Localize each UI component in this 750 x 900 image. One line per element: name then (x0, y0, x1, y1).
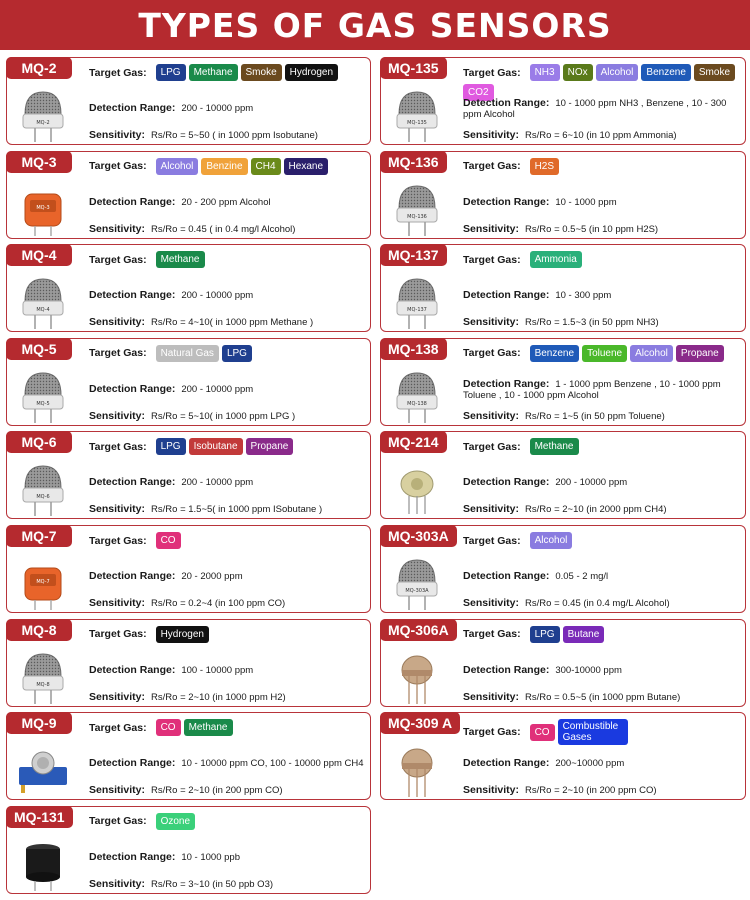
sensitivity-value: Rs/Ro = 3~10 (in 50 ppb O3) (151, 878, 274, 890)
detection-range-value: 10 - 1000 ppm (555, 196, 617, 208)
sensitivity-value: Rs/Ro = 4~10( in 1000 ppm Methane ) (151, 317, 314, 329)
gas-badge: Benzene (530, 345, 579, 362)
sensitivity-value: Rs/Ro = 1~5 (in 50 ppm Toluene) (525, 410, 665, 422)
sensitivity-row (463, 316, 659, 328)
gas-badge: Natural Gas (156, 345, 219, 362)
target-gas-row (463, 158, 741, 175)
sensor-name: MQ-4 (6, 244, 72, 266)
detection-range-label: Detection Range: (463, 97, 550, 109)
sensor-image (15, 271, 71, 333)
sensitivity-row (463, 223, 658, 235)
sensitivity-label: Sensitivity: (463, 316, 520, 329)
sensitivity-value: Rs/Ro = 2~10 (in 200 ppm CO) (525, 785, 657, 797)
gas-badge: LPG (530, 626, 560, 643)
gas-badge: NOx (563, 64, 593, 81)
target-gas-label: Target Gas: (89, 66, 147, 79)
sensitivity-row (463, 597, 670, 609)
detection-range-label: Detection Range: (89, 663, 176, 676)
svg-text:MQ-137: MQ-137 (407, 307, 427, 314)
sensor-card (380, 525, 746, 613)
gas-badge: Toluene (582, 345, 627, 362)
target-gas-label: Target Gas: (463, 347, 521, 360)
detection-range-label: Detection Range: (89, 102, 176, 114)
svg-text:MQ-303A: MQ-303A (405, 588, 429, 594)
sensor-image (15, 458, 71, 520)
gas-badge: Butane (563, 626, 605, 643)
svg-text:MQ-136: MQ-136 (407, 213, 427, 220)
detection-range-label: Detection Range: (463, 570, 550, 582)
detection-range-label: Detection Range: (89, 476, 176, 489)
sensor-name: MQ-137 (380, 244, 447, 266)
detection-range-row (89, 664, 366, 676)
sensor-image (15, 552, 71, 614)
sensor-card (6, 712, 371, 800)
sensor-name: MQ-2 (6, 57, 72, 79)
target-gas-label: Target Gas: (463, 160, 521, 173)
gas-badge: Alcohol (156, 158, 199, 175)
gas-badge: Propane (676, 345, 724, 362)
detection-range-label: Detection Range: (463, 757, 550, 770)
sensor-name: MQ-6 (6, 431, 72, 453)
sensitivity-label: Sensitivity: (463, 503, 520, 516)
target-gas-row (463, 345, 741, 362)
target-gas-row (89, 719, 366, 736)
sensor-image (389, 646, 445, 708)
detection-range-row (89, 383, 366, 395)
sensor-name: MQ-3 (6, 151, 72, 173)
gas-badge: Benzene (641, 64, 690, 81)
sensor-card (380, 151, 746, 239)
detection-range-row (463, 196, 741, 208)
sensitivity-label: Sensitivity: (89, 222, 146, 235)
sensor-image (389, 365, 445, 427)
sensor-image (389, 84, 445, 146)
detection-range-value: 20 - 2000 ppm (181, 571, 243, 582)
sensitivity-value: Rs/Ro = 1.5~3 (in 50 ppm NH3) (525, 317, 659, 329)
detection-range-row (463, 664, 741, 676)
sensor-card (380, 244, 746, 332)
sensor-card (380, 57, 746, 145)
gas-badge: Methane (156, 251, 205, 268)
detection-range-value: 1 - 1000 ppm Benzene , 10 - 1000 ppm Toluene , 10 - 1000 ppm Alcohol (463, 378, 721, 401)
sensitivity-label: Sensitivity: (89, 316, 146, 329)
sensitivity-row (89, 129, 318, 141)
gas-badge: Alcohol (530, 532, 573, 549)
sensor-image (15, 646, 71, 708)
sensor-image (389, 271, 445, 333)
detection-range-value: 200 - 10000 ppm (181, 477, 254, 489)
sensor-name: MQ-309 A (380, 712, 460, 734)
sensitivity-value: Rs/Ro = 2~10 (in 200 ppm CO) (151, 785, 283, 797)
svg-text:MQ-4: MQ-4 (36, 307, 50, 314)
sensor-card (380, 431, 746, 519)
sensor-image (389, 739, 445, 801)
sensor-image (389, 178, 445, 240)
sensor-card (380, 619, 746, 707)
detection-range-value: 10 - 300 ppm (555, 290, 612, 302)
sensor-image (15, 739, 71, 801)
sensor-name: MQ-303A (380, 525, 457, 547)
detection-range-row (463, 98, 741, 120)
detection-range-label: Detection Range: (463, 476, 550, 489)
sensor-image (15, 84, 71, 146)
sensor-name: MQ-5 (6, 338, 72, 360)
sensor-card (6, 151, 371, 239)
target-gas-label: Target Gas: (463, 66, 521, 79)
sensor-card (6, 338, 371, 426)
svg-text:MQ-6: MQ-6 (36, 494, 50, 501)
sensitivity-value: Rs/Ro = 0.45 (in 0.4 mg/L Alcohol) (525, 598, 670, 609)
sensor-name: MQ-135 (380, 57, 447, 79)
sensor-card (6, 525, 371, 613)
sensitivity-value: Rs/Ro = 0.45 ( in 0.4 mg/l Alcohol) (151, 223, 296, 235)
sensitivity-row (89, 410, 295, 422)
detection-range-row (89, 196, 366, 208)
gas-badge: NH3 (530, 64, 560, 81)
detection-range-row (89, 289, 366, 301)
sensitivity-row (463, 410, 665, 422)
gas-badge: CO (530, 724, 555, 741)
gas-badge: LPG (222, 345, 252, 362)
target-gas-label: Target Gas: (463, 440, 521, 453)
detection-range-value: 200 - 10000 ppm (181, 290, 254, 302)
sensitivity-label: Sensitivity: (463, 597, 520, 609)
gas-badge: Propane (246, 438, 294, 455)
detection-range-row (463, 289, 741, 301)
target-gas-row (463, 251, 741, 268)
detection-range-value: 10 - 1000 ppb (181, 851, 240, 863)
gas-badge: Methane (530, 438, 579, 455)
target-gas-label: Target Gas: (89, 721, 147, 734)
sensor-card (6, 431, 371, 519)
target-gas-label: Target Gas: (463, 628, 521, 641)
sensitivity-row (463, 503, 667, 515)
sensitivity-value: Rs/Ro = 2~10 (in 2000 ppm CH4) (525, 504, 667, 516)
target-gas-label: Target Gas: (89, 440, 147, 453)
target-gas-row (89, 532, 366, 549)
sensitivity-value: Rs/Ro = 2~10 (in 1000 ppm H2) (151, 691, 286, 703)
svg-text:MQ-135: MQ-135 (407, 120, 427, 126)
sensitivity-value: Rs/Ro = 0.5~5 (in 10 ppm H2S) (525, 223, 659, 235)
target-gas-label: Target Gas: (89, 347, 147, 360)
target-gas-row (89, 251, 366, 268)
target-gas-row (463, 532, 741, 549)
detection-range-row (463, 379, 741, 401)
detection-range-row (89, 757, 366, 769)
gas-badge: CO2 (463, 84, 494, 101)
target-gas-row (463, 626, 741, 643)
gas-badge: Hexane (284, 158, 328, 175)
detection-range-row (89, 851, 366, 863)
sensitivity-label: Sensitivity: (89, 503, 146, 516)
sensitivity-row (463, 784, 657, 796)
target-gas-label: Target Gas: (463, 534, 521, 547)
sensitivity-label: Sensitivity: (463, 409, 520, 422)
sensitivity-label: Sensitivity: (89, 129, 146, 141)
sensor-name: MQ-8 (6, 619, 72, 641)
gas-badge: Hydrogen (156, 626, 209, 643)
target-gas-row (89, 626, 366, 643)
target-gas-label: Target Gas: (89, 253, 147, 266)
sensor-card (380, 338, 746, 426)
sensitivity-row (89, 316, 313, 328)
sensor-name: MQ-138 (380, 338, 447, 360)
detection-range-value: 200 - 10000 ppm (181, 383, 254, 395)
detection-range-label: Detection Range: (463, 663, 550, 676)
sensitivity-row (89, 878, 273, 890)
sensitivity-label: Sensitivity: (463, 129, 520, 141)
sensor-name: MQ-306A (380, 619, 457, 641)
target-gas-row (463, 64, 741, 101)
page-title: TYPES OF GAS SENSORS (138, 5, 612, 45)
detection-range-label: Detection Range: (89, 757, 176, 770)
sensitivity-label: Sensitivity: (89, 409, 146, 422)
detection-range-label: Detection Range: (463, 289, 550, 302)
target-gas-label: Target Gas: (89, 534, 147, 547)
target-gas-row (89, 813, 366, 830)
target-gas-row (89, 438, 366, 455)
detection-range-label: Detection Range: (89, 289, 176, 302)
sensitivity-value: Rs/Ro = 0.2~4 (in 100 ppm CO) (151, 598, 286, 609)
sensor-card (6, 806, 371, 894)
gas-badge: Hydrogen (285, 64, 338, 81)
sensor-image (15, 365, 71, 427)
gas-badge: CH4 (251, 158, 281, 175)
sensor-image (389, 458, 445, 520)
target-gas-row (463, 719, 741, 745)
sensitivity-label: Sensitivity: (463, 690, 520, 703)
detection-range-value: 20 - 200 ppm Alcohol (181, 196, 271, 208)
sensitivity-label: Sensitivity: (463, 222, 520, 235)
sensitivity-value: Rs/Ro = 1.5~5( in 1000 ppm ISobutane ) (151, 504, 323, 516)
svg-text:MQ-138: MQ-138 (407, 400, 427, 407)
gas-badge: Alcohol (630, 345, 673, 362)
target-gas-row (89, 158, 366, 175)
svg-text:MQ-5: MQ-5 (36, 400, 50, 407)
detection-range-label: Detection Range: (463, 195, 550, 208)
sensor-image (15, 833, 71, 895)
gas-badge: Isobutane (189, 438, 243, 455)
detection-range-label: Detection Range: (463, 377, 550, 390)
detection-range-value: 200 - 10000 ppm (555, 477, 628, 489)
sensor-name: MQ-214 (380, 431, 447, 453)
sensitivity-label: Sensitivity: (89, 690, 146, 703)
target-gas-row (463, 438, 741, 455)
gas-badge: CO (156, 532, 181, 549)
sensor-name: MQ-136 (380, 151, 447, 173)
sensitivity-label: Sensitivity: (89, 784, 146, 797)
gas-badge: LPG (156, 438, 186, 455)
target-gas-row (89, 64, 366, 81)
detection-range-label: Detection Range: (89, 382, 176, 395)
gas-badge: Ammonia (530, 251, 582, 268)
sensor-image (15, 178, 71, 240)
target-gas-label: Target Gas: (463, 253, 521, 266)
detection-range-row (89, 102, 366, 114)
detection-range-label: Detection Range: (89, 570, 176, 582)
sensitivity-row (463, 691, 680, 703)
detection-range-value: 0.05 - 2 mg/l (555, 571, 609, 582)
sensitivity-label: Sensitivity: (89, 597, 146, 609)
svg-text:MQ-2: MQ-2 (36, 120, 50, 126)
svg-text:MQ-8: MQ-8 (36, 681, 50, 688)
detection-range-label: Detection Range: (89, 195, 176, 208)
svg-text:MQ-7: MQ-7 (36, 579, 50, 585)
detection-range-value: 100 - 10000 ppm (181, 664, 254, 676)
detection-range-value: 200 - 10000 ppm (181, 103, 254, 114)
detection-range-value: 10 - 1000 ppm NH3 , Benzene , 10 - 300 ppm Alcohol (463, 98, 727, 120)
sensor-name: MQ-9 (6, 712, 72, 734)
target-gas-label: Target Gas: (89, 628, 147, 641)
gas-badge: Methane (184, 719, 233, 736)
target-gas-row (89, 345, 366, 362)
detection-range-value: 300-10000 ppm (555, 664, 622, 676)
gas-badge: Methane (189, 64, 238, 81)
detection-range-row (463, 757, 741, 769)
gas-badge: Smoke (694, 64, 735, 81)
detection-range-value: 10 - 10000 ppm CO, 100 - 10000 ppm CH4 (181, 758, 364, 770)
svg-text:MQ-3: MQ-3 (36, 204, 50, 211)
sensitivity-row (89, 597, 285, 609)
sensor-image (389, 552, 445, 614)
gas-badge: Ozone (156, 813, 195, 830)
gas-badge: Benzine (201, 158, 247, 175)
sensitivity-value: Rs/Ro = 5~50 ( in 1000 ppm Isobutane) (151, 130, 318, 141)
page-header (0, 0, 750, 50)
detection-range-label: Detection Range: (89, 850, 176, 863)
sensitivity-row (89, 691, 286, 703)
target-gas-label: Target Gas: (89, 160, 147, 173)
sensitivity-row (463, 129, 677, 141)
sensitivity-label: Sensitivity: (89, 877, 146, 890)
sensor-card (380, 712, 746, 800)
sensitivity-label: Sensitivity: (463, 784, 520, 797)
detection-range-value: 200~10000 ppm (555, 758, 625, 770)
detection-range-row (89, 570, 366, 582)
sensor-card (6, 57, 371, 145)
sensitivity-row (89, 503, 322, 515)
gas-badge: Alcohol (596, 64, 639, 81)
sensor-card (6, 619, 371, 707)
gas-badge: LPG (156, 64, 186, 81)
sensitivity-row (89, 223, 295, 235)
sensor-name: MQ-131 (6, 806, 73, 828)
sensor-name: MQ-7 (6, 525, 72, 547)
sensitivity-value: Rs/Ro = 6~10 (in 10 ppm Ammonia) (525, 130, 677, 141)
detection-range-row (89, 476, 366, 488)
sensitivity-row (89, 784, 283, 796)
gas-badge: Combustible Gases (558, 719, 628, 745)
sensitivity-value: Rs/Ro = 0.5~5 (in 1000 ppm Butane) (525, 691, 681, 703)
sensitivity-value: Rs/Ro = 5~10( in 1000 ppm LPG ) (151, 410, 296, 422)
sensor-card (6, 244, 371, 332)
detection-range-row (463, 476, 741, 488)
gas-badge: Smoke (241, 64, 282, 81)
target-gas-label: Target Gas: (89, 815, 147, 828)
detection-range-row (463, 570, 741, 582)
target-gas-label: Target Gas: (463, 726, 521, 739)
gas-badge: H2S (530, 158, 559, 175)
gas-badge: CO (156, 719, 181, 736)
